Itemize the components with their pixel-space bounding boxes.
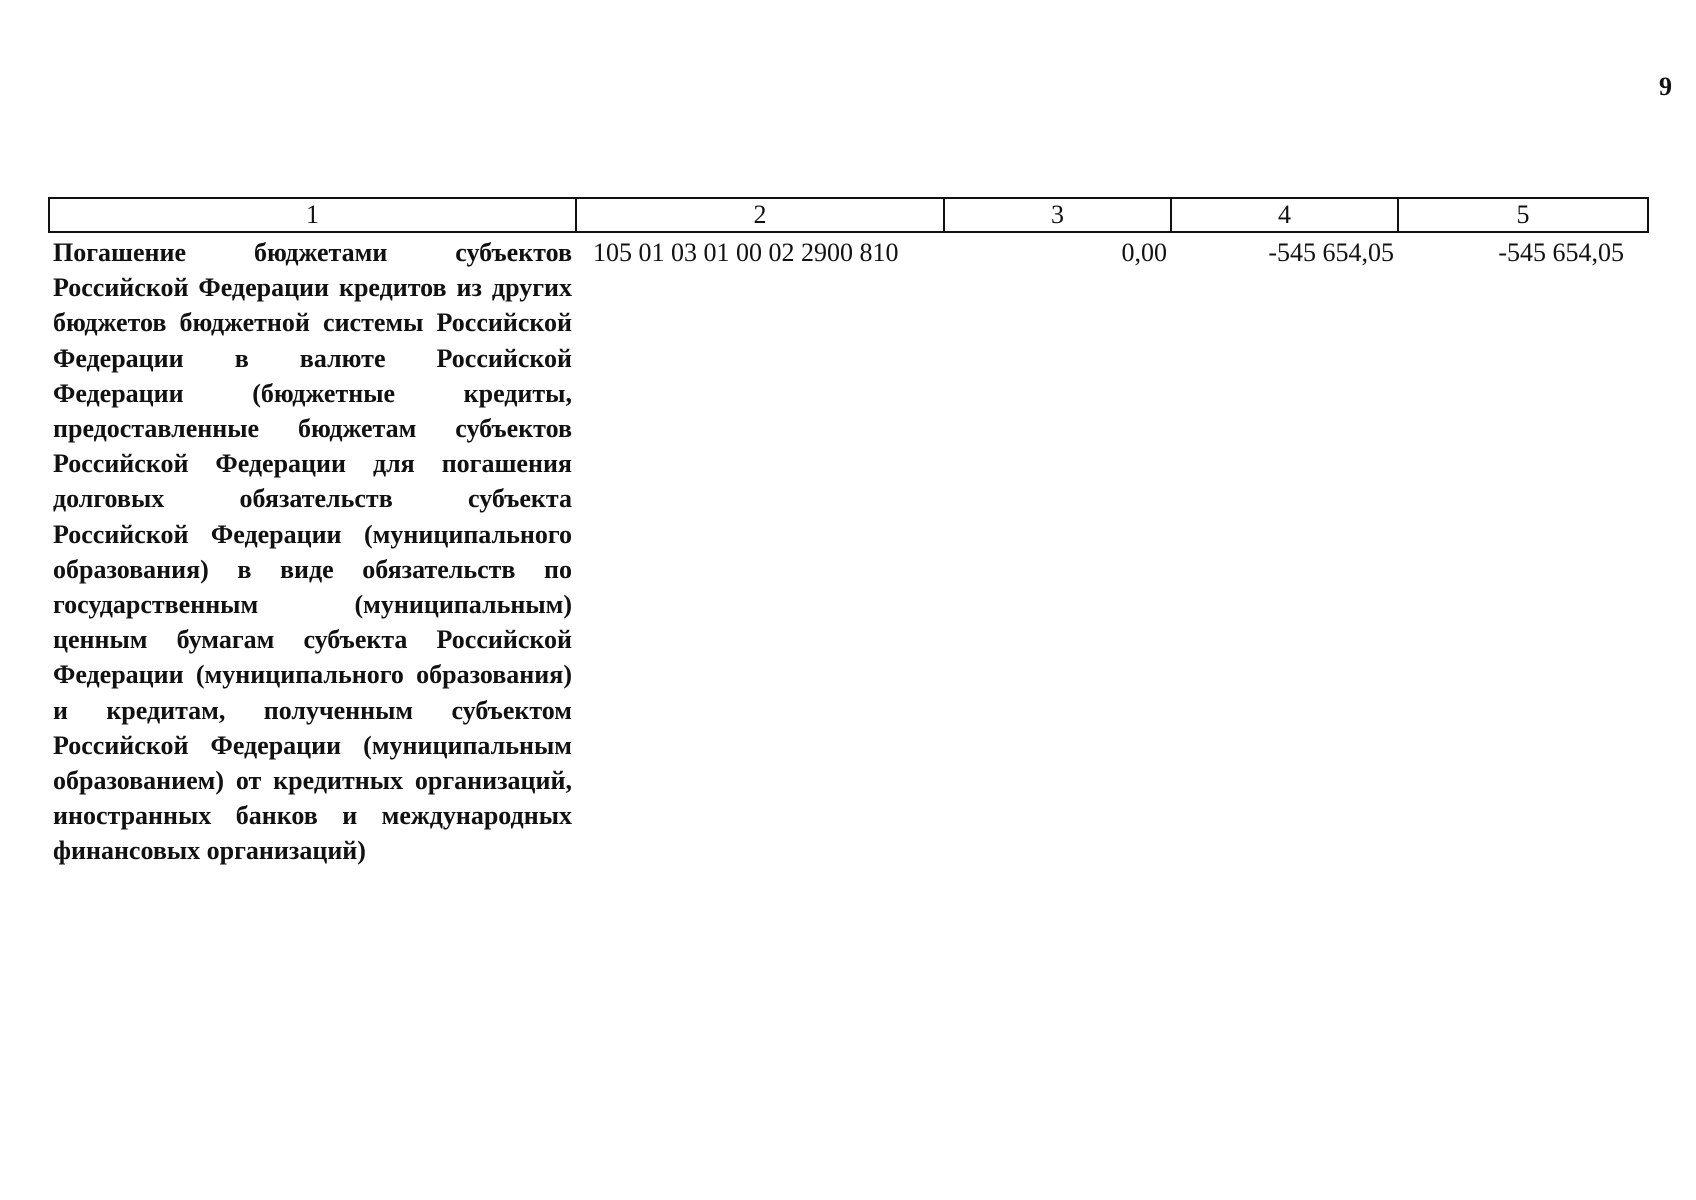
column-header-2: 2	[576, 198, 944, 232]
column-header-1: 1	[49, 198, 576, 232]
row-col5-cell: -545 654,05	[1498, 238, 1624, 267]
column-header-3: 3	[944, 198, 1171, 232]
header-row	[49, 198, 1648, 232]
budget-table	[48, 197, 1649, 869]
row-name-cell: Погашение бюджетами субъектов Российской Федерации кредитов из других бюджетов бюджетной системы Российской Федерации в валюте Российской Федерации (бюджетные кредиты, предоставленные бюджетам субъектов Российской Федерации для погашения долговых обязательств субъекта Российской Федерации (муниципального образования) в виде обязательств по государственным (муниципальным) ценным бумагам субъекта Российской Федерации (муниципального образования) и кредитам, полученным субъектом Российской Федерации (муниципальным образованием) от кредитных организаций, иностранных банков и международных финансовых организаций)	[53, 238, 572, 866]
row-code-cell: 105 01 03 01 00 02 2900 810	[593, 238, 899, 267]
table-header	[49, 198, 1648, 232]
table-row	[49, 232, 1648, 869]
row-col4-cell: -545 654,05	[1268, 238, 1394, 267]
column-header-4: 4	[1171, 198, 1398, 232]
row-col3-cell: 0,00	[1121, 238, 1167, 267]
column-header-5: 5	[1398, 198, 1648, 232]
table-body	[49, 232, 1648, 869]
page-number: 9	[1659, 72, 1672, 101]
